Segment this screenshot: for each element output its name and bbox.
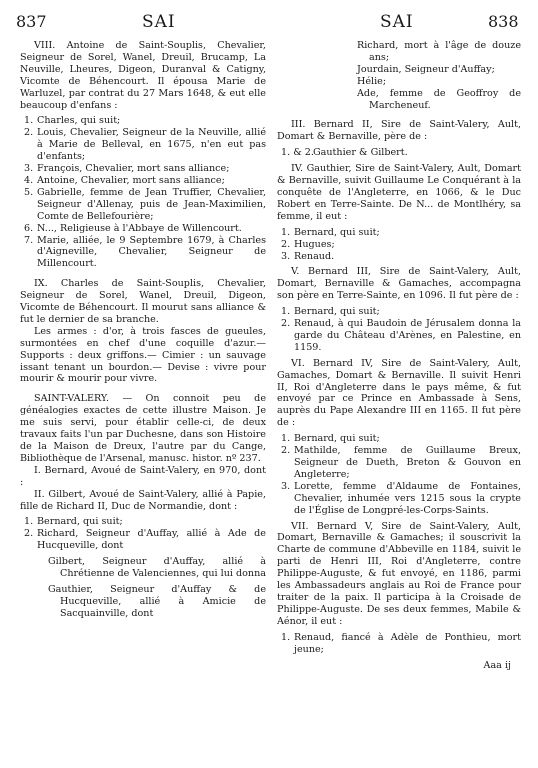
entry-i: I. Bernard, Avoué de Saint-Valery, en 970, dont : <box>20 464 266 488</box>
list-item: 1. Bernard, qui suit; <box>281 433 380 445</box>
vi-children-list <box>277 433 521 516</box>
list-item: 7. Marie, alliée, le 9 Septembre 1679, à Charles d'Aigneville, Chevalier, Seigneur de Millencourt. <box>24 234 266 270</box>
running-title-right: SAI <box>380 12 414 32</box>
list-item: 2. Renaud, à qui Baudoin de Jérusalem donna la garde du Château d'Arènes, en Palestine, en 1159. <box>281 318 521 353</box>
entry-iv: IV. Gauthier, Sire de Saint-Valery, Ault, Domart & Bernaville, suivit Guillaume Le Conquérant à la conquête de l'Angleterre, en 1066, & le Duc Robert en Terre-Sainte. De N... de Montlhéry, sa femme, il eut : <box>277 163 521 222</box>
list-item: 2. Richard, Seigneur d'Auffay, allié à Ade de Hucqueville, dont <box>24 528 266 552</box>
list-item: 1. Charles, qui suit; <box>24 115 121 127</box>
entry-iii: III. Bernard II, Sire de Saint-Valery, Ault, Domart & Bernaville, père de : <box>277 119 521 143</box>
descendant-item: Ade, femme de Geoffroy de Marcheneuf. <box>357 87 521 111</box>
descendant-item: Jourdain, Seigneur d'Auffay; <box>357 63 495 75</box>
list-item: 1. Bernard, qui suit; <box>281 226 380 238</box>
entry-ii: II. Gilbert, Avoué de Saint-Valery, allié à Papie, fille de Richard II, Duc de Normandie, dont : <box>20 488 266 512</box>
list-item: 2. Mathilde, femme de Guillaume Breux, Seigneur de Dueth, Breton & Gouvon en Angleterre; <box>281 445 521 480</box>
descendant-item: Richard, mort à l'âge de douze ans; <box>357 40 521 63</box>
list-item: 1. Renaud, fiancé à Adèle de Ponthieu, mort jeune; <box>281 631 521 655</box>
arms-description: Les armes : d'or, à trois fasces de gueules, surmontées en chef d'une coquille d'azur.— Supports : deux griffons.— Cimier : un sauvage issant tenant un bourdon.— Devise : vivre pour mourir & mourir pour vivre. <box>20 325 266 385</box>
entry-v: V. Bernard III, Sire de Saint-Valery, Ault, Domart, Bernaville & Gamaches, accompagna son père en Terre-Sainte, en 1096. Il fut père de : <box>277 266 521 302</box>
list-item: 1. Bernard, qui suit; <box>24 516 123 528</box>
iv-children-list <box>277 227 521 263</box>
list-item: 2. Louis, Chevalier, Seigneur de la Neuville, allié à Marie de Belleval, en 1675, n'en eut pas d'enfants; <box>24 127 266 163</box>
running-title-left: SAI <box>142 12 176 32</box>
left-column <box>20 40 266 620</box>
descendant-item: Gauthier, Seigneur d'Auffay & de Hucqueville, allié à Amicie de Sacquainville, dont <box>48 583 266 619</box>
entry-vi: VI. Bernard IV, Sire de Saint-Valery, Ault, Gamaches, Domart & Bernaville. Il suivit Henri II, Roi d'Angleterre dans le pays même, & fut envoyé par ce Prince en Ambassade à Sens, auprès du Pape Alexandre III en 1165. Il fut père de : <box>277 357 521 429</box>
list-item: 3. Lorette, femme d'Aldaume de Fontaines, Chevalier, inhumée vers 1215 sous la crypte de l'Église de Longpré-les-Corps-Saints. <box>281 480 521 516</box>
descendant-item: Gilbert, Seigneur d'Auffay, allié à Chrétienne de Valenciennes, qui lui donna <box>48 556 267 580</box>
entry-viii: VIII. Antoine de Saint-Souplis, Chevalier, Seigneur de Sorel, Wanel, Dreuil, Brucamp, La Neuville, Lheures, Digeon, Duranval & Catigny, Vicomte de Béhencourt. Il épousa Marie de Warluzel, par contrat du 27 Mars 1648, & eut elle beaucoup d'enfans : <box>20 40 266 111</box>
page-number-right: 838 <box>488 12 519 31</box>
list-item: 3. Renaud. <box>281 250 335 262</box>
right-column <box>277 40 521 671</box>
list-item: 4. Antoine, Chevalier, mort sans alliance; <box>24 174 225 186</box>
gautier-children-list <box>277 40 521 111</box>
descendant-item: Hélie; <box>357 75 387 87</box>
list-item: 1. & 2. Gauthier & Gilbert. <box>281 147 408 159</box>
entry-vii: VII. Bernard V, Sire de Saint-Valery, Ault, Domart, Bernaville & Gamaches; il souscrivit la Charte de commune d'Abbeville en 1184, suivit le parti de Henri III, Roi d'Angleterre, contre Philippe-Auguste, & fut envoyé, en 1186, parmi les Ambassadeurs anglais au Roi de France pour traiter de la paix. Il participa à la Croisade de Philippe-Auguste. De ses deux femmes, Mabile & Aénor, il eut : <box>277 520 521 627</box>
v-children-list <box>277 306 521 354</box>
saint-valery-intro: SAINT-VALERY. — On connoit peu de généalogies exactes de cette illustre Maison. Je me suis servi, pour établir celle-ci, de deux travaux faits l'un par Duchesne, dans son Histoire de la Maison de Dreux, l'autre par du Cange, Bibliothèque de l'Arsenal, manusc. histor. nº 237. <box>20 393 266 464</box>
list-item: 6. N..., Religieuse à l'Abbaye de Willencourt. <box>24 222 242 234</box>
list-item: 3. François, Chevalier, mort sans alliance; <box>24 163 230 175</box>
signature-mark: Aaa ij <box>483 659 511 671</box>
list-item: 2. Hugues; <box>281 238 335 250</box>
viii-children-list <box>20 115 266 270</box>
ii-children-list <box>20 516 266 552</box>
list-item: 5. Gabrielle, femme de Jean Truffier, Chevalier, Seigneur d'Allenay, puis de Jean-Maximilien, Comte de Bellefourière; <box>24 186 266 222</box>
list-item: 1. Bernard, qui suit; <box>281 306 380 318</box>
page-number-left: 837 <box>16 12 47 31</box>
entry-ix: IX. Charles de Saint-Souplis, Chevalier, Seigneur de Sorel, Wanel, Dreuil, Digeon, Vicomte de Béhencourt. Il mourut sans alliance & fut le dernier de sa branche. <box>20 278 266 325</box>
